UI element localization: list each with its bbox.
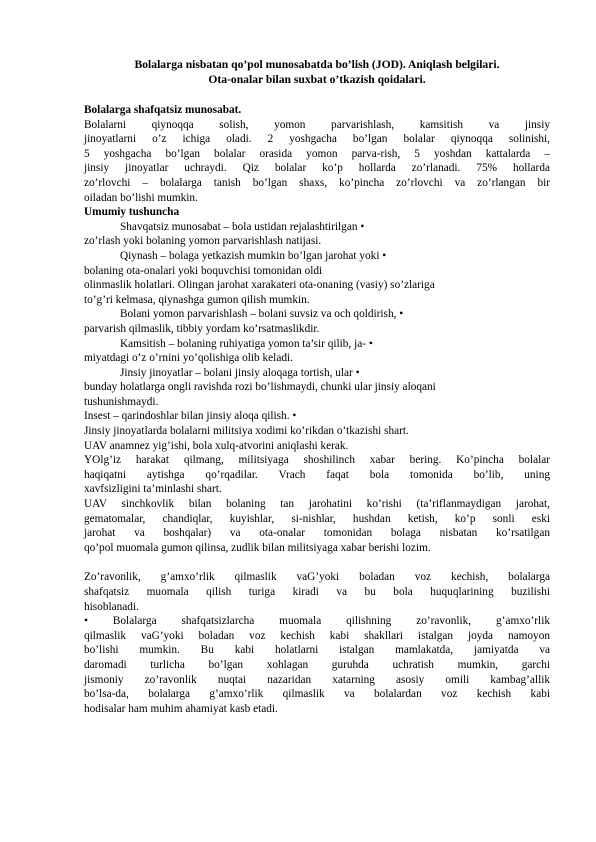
text-line: oiladan bo’lishi mumkin. xyxy=(84,191,198,204)
text-line: gematomalar, chandiqlar, kuyishlar, si-nishlar, hushdan ketish, ko’p sonli eski xyxy=(84,512,550,525)
text-line: qilmaslik vaG’yoki boladan voz kechish kabi shakllari istalgan joyda namoyon xyxy=(84,629,550,642)
text-line: UAV sinchkovlik bilan bolaning tan jarohatini ko’rishi (ta’riflanmaydigan jarohat, xyxy=(84,498,550,511)
text-line: shafqatsiz muomala qilish turiga kiradi va bu bola huquqlarining buzilishi xyxy=(84,586,550,598)
section-heading: Bolalarga shafqatsiz munosabat. xyxy=(84,104,242,116)
text-line: jismoniy zo’ravonlik nuqtai nazaridan xatarning asosiy omili kambag’allik xyxy=(84,673,550,686)
text-line: jinsiy jinoyatlar uchraydi. Qiz bolalar ko’p hollarda zo’rlanadi. 75% hollarda xyxy=(84,162,550,175)
section-heading: Umumiy tushuncha xyxy=(84,206,180,219)
text-line: Zo’ravonlik, g’amxo’rlik qilmaslik vaG’yoki boladan voz kechish, bolalarga xyxy=(84,571,550,584)
text-line: bo’lsa-da, bolalarga g’amxo’rlik qilmaslik va bolalardan voz kechish kabi xyxy=(84,688,550,701)
text-line: zo’rlovchi – bolalarga tanish bo’lgan shaxs, ko’pincha zo’rlovchi va zo’rlangan bir xyxy=(84,176,550,189)
list-item-line: Jinsiy jinoyatlar – bolani jinsiy aloqaga tortish, ular • xyxy=(120,366,360,379)
text-line: jarohat va boshqalar) va ota-onalar tomonidan bolaga nisbatan ko’rsatilgan xyxy=(84,527,550,540)
text-line: jinoyatlarni o’z ichiga oladi. 2 yoshgacha bo’lgan bolalar qiynoqqa solinishi, xyxy=(84,133,550,146)
text-line: hodisalar ham muhim ahamiyat kasb etadi. xyxy=(84,702,278,715)
text-line: miyatdagi o’z o’rnini yo’qolishiga olib keladi. xyxy=(84,352,293,365)
text-line: bolaning ota-onalari yoki boquvchisi tomonidan oldi xyxy=(84,264,323,277)
list-item-line: Qiynash – bolaga yetkazish mumkin bo’lgan jarohat yoki • xyxy=(120,249,387,262)
text-line: Bolalarni qiynoqqa solish, yomon parvarishlash, kamsitish va jinsiy xyxy=(84,118,550,131)
text-line: haqiqatni aytishga qo’rqadilar. Vrach faqat bola tomonida bo’lib, uning xyxy=(84,468,550,481)
text-line: Insest – qarindoshlar bilan jinsiy aloqa qilish. • xyxy=(84,410,297,423)
paragraph-gap xyxy=(84,555,550,570)
document-body xyxy=(84,103,550,716)
text-line: qo’pol muomala gumon qilinsa, zudlik bilan militsiyaga xabar berishi lozim. xyxy=(84,541,431,554)
list-item-line: Kamsitish – bolaning ruhiyatiga yomon ta’sir qilib, ja- • xyxy=(120,337,373,350)
title-line: Ota-onalar bilan suxbat o’tkazish qoidalari. xyxy=(208,73,426,86)
text-line: 5 yoshgacha bo’lgan bolalar orasida yomon parva-rish, 5 yoshdan kattalarda – xyxy=(84,147,550,160)
text-line: bunday holatlarga ongli ravishda rozi bo’lishmaydi, chunki ular jinsiy aloqani xyxy=(84,381,436,394)
list-item-line: Bolani yomon parvarishlash – bolani suvsiz va och qoldirish, • xyxy=(120,308,404,321)
document-title xyxy=(84,57,550,87)
text-line: olinmaslik holatlari. Olingan jarohat xarakateri ota-onaning (vasiy) so’zlariga xyxy=(84,279,435,292)
text-line: to’g’ri kelmasa, qiynashga gumon qilish mumkin. xyxy=(84,293,310,306)
text-line: parvarish qilmaslik, tibbiy yordam ko’rsatmaslikdir. xyxy=(84,322,320,335)
text-line: tushunishmaydi. xyxy=(84,395,159,408)
text-line: daromadi turlicha bo’lgan xohlagan guruhda uchratish mumkin, garchi xyxy=(84,658,550,671)
text-line: UAV anamnez yig’ishi, bola xulq-atvorini aniqlashi kerak. xyxy=(84,439,349,452)
bullet-line: • Bolalarga shafqatsizlarcha muomala qilishning zo’ravonlik, g’amxo’rlik xyxy=(84,615,550,628)
text-line: zo’rlash yoki bolaning yomon parvarishlash natijasi. xyxy=(84,235,322,248)
text-line: YOlg’iz harakat qilmang, militsiyaga shoshilinch xabar bering. Ko’pincha bolalar xyxy=(84,454,550,467)
text-line: xavfsizligini ta’minlashi shart. xyxy=(84,483,222,496)
text-line: Jinsiy jinoyatlarda bolalarni militsiya xodimi ko’rikdan o’tkazishi shart. xyxy=(84,425,409,438)
text-line: hisoblanadi. xyxy=(84,600,139,613)
text-line: bo’lishi mumkin. Bu kabi holatlarni istalgan mamlakatda, jamiyatda va xyxy=(84,644,550,657)
title-line: Bolalarga nisbatan qo’pol munosabatda bo’lish (JOD). Aniqlash belgilari. xyxy=(134,58,500,71)
list-item-line: Shavqatsiz munosabat – bola ustidan rejalashtirilgan • xyxy=(120,220,365,233)
